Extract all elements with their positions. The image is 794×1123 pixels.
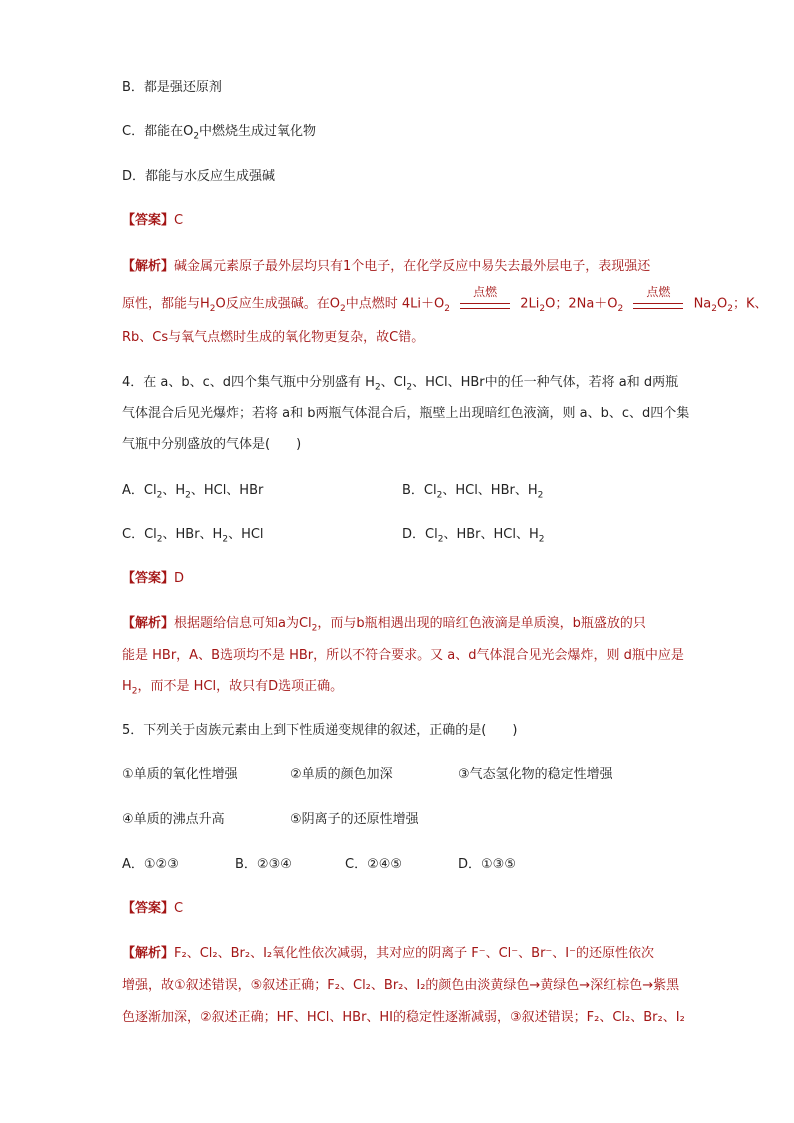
q4-option-d: D．$Cl_2$、HBr、HCl、$H_2$ bbox=[402, 527, 545, 545]
option-c: C．都能在$O_2$中燃烧生成过氧化物 bbox=[122, 124, 317, 142]
q5-stem: 5．下列关于卤族元素由上到下性质递变规律的叙述，正确的是( ) bbox=[122, 723, 518, 738]
analysis-q3-line3: Rb、Cs与氧气点燃时生成的氧化物更复杂，故C错。 bbox=[122, 330, 425, 345]
q4-option-b: B．$Cl_2$、HCl、HBr、$H_2$ bbox=[402, 483, 544, 501]
analysis-q3-line1: 【解析】碱金属元素原子最外层均只有1个电子，在化学反应中易失去最外层电子，表现强还 bbox=[122, 259, 651, 274]
answer-q4: 【答案】D bbox=[122, 571, 185, 586]
answer-q5: 【答案】C bbox=[122, 901, 184, 916]
reaction-condition-arrow: 点燃 bbox=[631, 294, 685, 314]
q5-statement-2: ②单质的颜色加深 bbox=[290, 767, 393, 782]
answer-q3: 【答案】C bbox=[122, 213, 184, 228]
q5-option-d: D．①③⑤ bbox=[458, 857, 516, 872]
option-d: D．都能与水反应生成强碱 bbox=[122, 169, 276, 184]
option-b: B．都是强还原剂 bbox=[122, 80, 222, 95]
analysis-q5-line1: 【解析】F₂、Cl₂、Br₂、I₂氧化性依次减弱，其对应的阴离子 F⁻、Cl⁻、Br⁻、I⁻的还原性依次 bbox=[122, 946, 654, 961]
q5-statement-1: ①单质的氧化性增强 bbox=[122, 767, 238, 782]
analysis-q5-line3: 色逐渐加深，②叙述正确；HF、HCl、HBr、HI的稳定性逐渐减弱，③叙述错误；F₂、Cl₂、Br₂、I₂ bbox=[122, 1010, 685, 1025]
q5-statement-4: ④单质的沸点升高 bbox=[122, 812, 225, 827]
q5-option-a: A．①②③ bbox=[122, 857, 179, 872]
q5-option-c: C．②④⑤ bbox=[345, 857, 403, 872]
q4-stem-line3: 气瓶中分别盛放的气体是( ) bbox=[122, 437, 302, 452]
reaction-condition-arrow: 点燃 bbox=[458, 294, 512, 314]
analysis-q4-line3: $H_2$，而不是 HCl，故只有D选项正确。 bbox=[122, 679, 344, 697]
q5-option-b: B．②③④ bbox=[235, 857, 292, 872]
analysis-q4-line1: 【解析】根据题给信息可知a为$Cl_2$，而与b瓶相遇出现的暗红色液滴是单质溴，b瓶盛放的只 bbox=[122, 616, 646, 634]
q4-stem-line1: 4．在 a、b、c、d四个集气瓶中分别盛有 $H_2$、$Cl_2$、HCl、HBr中的任一种气体，若将 a和 d两瓶 bbox=[122, 375, 679, 393]
analysis-q3-line2: 原性，都能与$H_2O$反应生成强碱。在$O_2$中点燃时 $4Li+O_2$ 点燃 $2Li_2O$；$2Na+O_2$ 点燃 $Na_2O_2$；K、 bbox=[122, 285, 768, 315]
q4-option-a: A．$Cl_2$、$H_2$、HCl、HBr bbox=[122, 483, 264, 501]
q4-option-c: C．$Cl_2$、HBr、$H_2$、HCl bbox=[122, 527, 264, 545]
q5-statement-5: ⑤阴离子的还原性增强 bbox=[290, 812, 419, 827]
q4-stem-line2: 气体混合后见光爆炸；若将 a和 b两瓶气体混合后，瓶壁上出现暗红色液滴，则 a、b、c、d四个集 bbox=[122, 406, 690, 421]
analysis-q4-line2: 能是 HBr，A、B选项均不是 HBr，所以不符合要求。又 a、d气体混合见光会爆炸，则 d瓶中应是 bbox=[122, 648, 684, 663]
analysis-q5-line2: 增强，故①叙述错误，⑤叙述正确；F₂、Cl₂、Br₂、I₂的颜色由淡黄绿色→黄绿色→深红棕色→紫黑 bbox=[122, 978, 680, 993]
q5-statement-3: ③气态氢化物的稳定性增强 bbox=[458, 767, 613, 782]
